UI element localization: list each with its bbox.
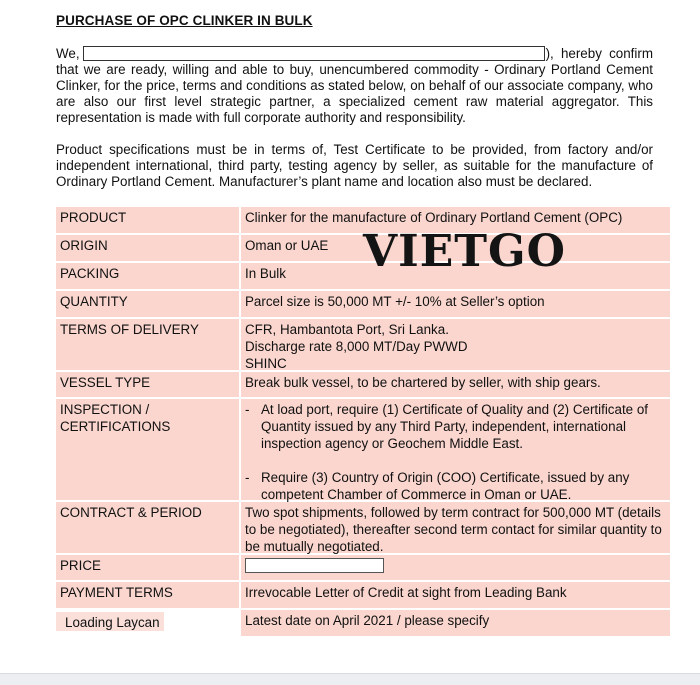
- bullet-dash: -: [245, 402, 250, 417]
- quantity-label: QUANTITY: [56, 291, 239, 317]
- contract-label: CONTRACT & PERIOD: [56, 502, 239, 553]
- vietgo-watermark: VIETGO: [363, 226, 566, 277]
- document-title: PURCHASE OF OPC CLINKER IN BULK: [56, 13, 313, 28]
- laycan-label: Loading Laycan: [56, 612, 164, 631]
- price-value: [241, 555, 670, 580]
- vessel-value: Break bulk vessel, to be chartered by seller, with ship gears.: [241, 372, 670, 397]
- specification-paragraph: Product specifications must be in terms of, Test Certificate to be provided, from factory and/or independent international, third party, testing agency by seller, as suitable for the manufacture of Ordinary Portland Cement. Manufacturer’s plant name and location also must be declared.: [56, 142, 653, 189]
- table-row-vessel-type: [56, 372, 670, 397]
- product-label: PRODUCT: [56, 207, 239, 233]
- table-row-quantity: [56, 291, 670, 317]
- inspection-bullet-1: [245, 401, 670, 452]
- laycan-label-cell: [56, 610, 239, 636]
- buyer-name-field[interactable]: [83, 46, 545, 61]
- confirmation-paragraph: [56, 45, 653, 126]
- price-label: PRICE: [56, 555, 239, 580]
- hereby-confirm-text: ), hereby confirm: [545, 46, 653, 61]
- inspection-bullet-2: [245, 469, 670, 503]
- origin-label: ORIGIN: [56, 235, 239, 261]
- terms-line-port: CFR, Hambantota Port, Sri Lanka.: [245, 322, 449, 337]
- terms-value: [241, 319, 670, 370]
- price-field[interactable]: [245, 558, 384, 573]
- laycan-value: Latest date on April 2021 / please specify: [241, 610, 670, 636]
- we-line: [56, 45, 653, 62]
- inspection-bullet-1-text: At load port, require (1) Certificate of Quality and (2) Certificate of Quantity issued by any Third Party, independent, international inspection agency or Geochem Middle East.: [261, 402, 649, 451]
- table-row-contract: [56, 502, 670, 553]
- vessel-label: VESSEL TYPE: [56, 372, 239, 397]
- packing-value: In Bulk: [241, 263, 670, 289]
- contract-value: Two spot shipments, followed by term contract for 500,000 MT (details to be negotiated), thereafter second term contact for similar quantity to be mutually negotiated.: [241, 502, 670, 553]
- table-row-inspection: [56, 399, 670, 500]
- inspection-bullet-2-text: Require (3) Country of Origin (COO) Certificate, issued by any competent Chamber of Commerce in Oman or UAE.: [261, 470, 630, 502]
- table-row-payment-terms: [56, 582, 670, 608]
- inspection-value: [241, 399, 670, 500]
- table-row-price: [56, 555, 670, 580]
- table-row-terms-of-delivery: [56, 319, 670, 370]
- bullet-dash: -: [245, 470, 250, 485]
- page-bottom-edge: [0, 673, 700, 685]
- we-label: We,: [56, 46, 80, 61]
- terms-line-discharge: Discharge rate 8,000 MT/Day PWWD: [245, 339, 468, 354]
- table-row-loading-laycan: [56, 610, 670, 636]
- payment-value: Irrevocable Letter of Credit at sight from Leading Bank: [241, 582, 670, 608]
- packing-label: PACKING: [56, 263, 239, 289]
- confirmation-text: that we are ready, willing and able to buy, unencumbered commodity - Ordinary Portland Cement Clinker, for the price, terms and conditions as stated below, on behalf of our associate company, who are also our first level strategic partner, a specialized cement raw material aggregator. This representation is made with full corporate authority and responsibility.: [56, 62, 653, 125]
- quantity-value: Parcel size is 50,000 MT +/- 10% at Seller’s option: [241, 291, 670, 317]
- terms-label: TERMS OF DELIVERY: [56, 319, 239, 370]
- origin-value: Oman or UAE: [241, 235, 670, 261]
- product-value: Clinker for the manufacture of Ordinary Portland Cement (OPC): [241, 207, 670, 233]
- payment-label: PAYMENT TERMS: [56, 582, 239, 608]
- inspection-label: [56, 399, 239, 500]
- inspection-label-line2: CERTIFICATIONS: [60, 419, 171, 434]
- inspection-label-line1: INSPECTION /: [60, 402, 150, 417]
- terms-line-shinc: SHINC: [245, 356, 287, 371]
